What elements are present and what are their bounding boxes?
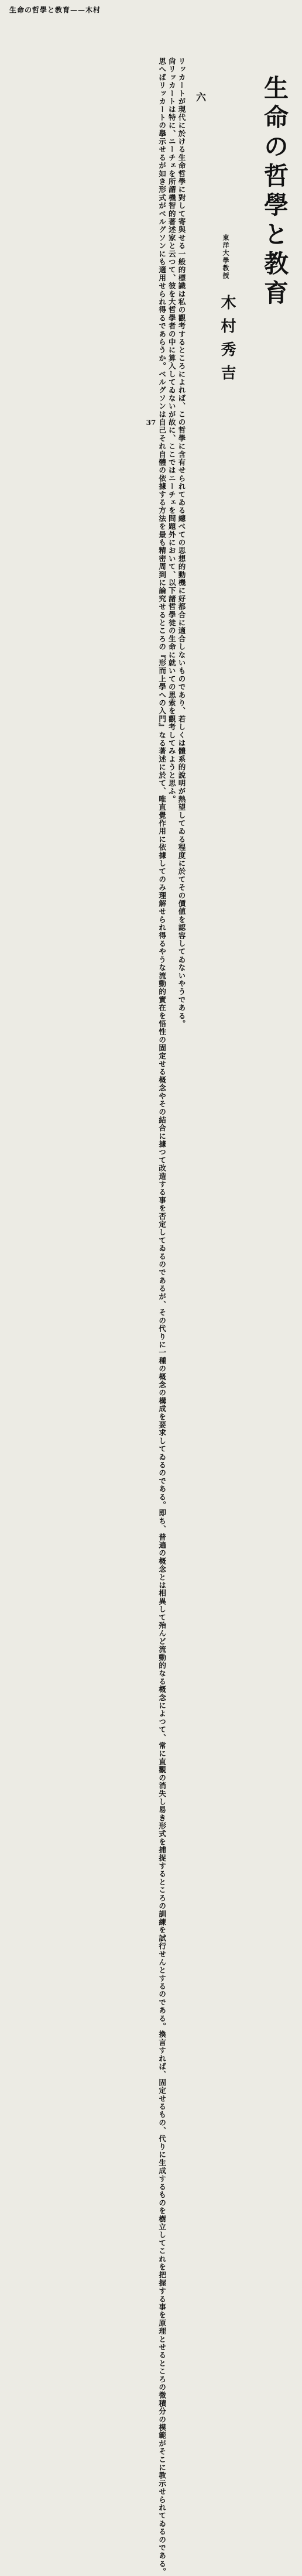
body-paragraph: 尙リッカートは特に、ニーチェを所謂機智的著述家と云つて、彼を大哲學者の中に算入してゐないが故に、ここではニーチェを問題外において、以下諸哲學徒の生命に就いての思索を觀考してみようと思ふ。: [167, 57, 177, 804]
section-numeral: 六: [194, 92, 205, 102]
author-affiliation: 東洋大學教授: [222, 234, 229, 280]
body-text: [157, 57, 186, 2576]
body-paragraph: 思へばリッカートの擧示せるが如き形式がベルグソンにも適用せられ得るであらうか。ベルグソンは自己それ自體の依據する方法を最も精密周到に論究せるところの『形而上學への入門』なる著述に於て、唯直覺作用に依據してのみ理解せられ得るやうな流動的實在を悟性の固定せる概念やその結合に據つて改造する事を否定してゐるのであるが、その代りに一種の概念の構成を要求してゐるのである。即ち、普遍の概念とは相異して殆んど流動的なる概念によつて、常に直觀の消失し易き形式を捕捉するところの訓練を試行せんとするのである。換言すれば、固定せるもの、代りに生成するものを樹立してこれを把握する事を原理とせるところの微積分の模範がそこに教示せられてゐるのである。: [157, 57, 167, 2576]
article-title: 生命の哲學と教育: [260, 75, 289, 309]
page-number: 37: [146, 419, 156, 427]
running-header: 生命の哲學と教育——木村: [9, 6, 101, 14]
body-paragraph: リッカートが現代に於ける生命哲學に對して寄與せる一般的標識は私の觀考するところによれば、この哲學に含有せられてゐる總べての思想的動機に好都合に適合しないものであり、若しくは體系的說明が熱望してゐる程度に於てその價値を認容してゐないやうである。: [177, 57, 186, 1028]
author-name: 木村秀吉: [218, 294, 236, 388]
